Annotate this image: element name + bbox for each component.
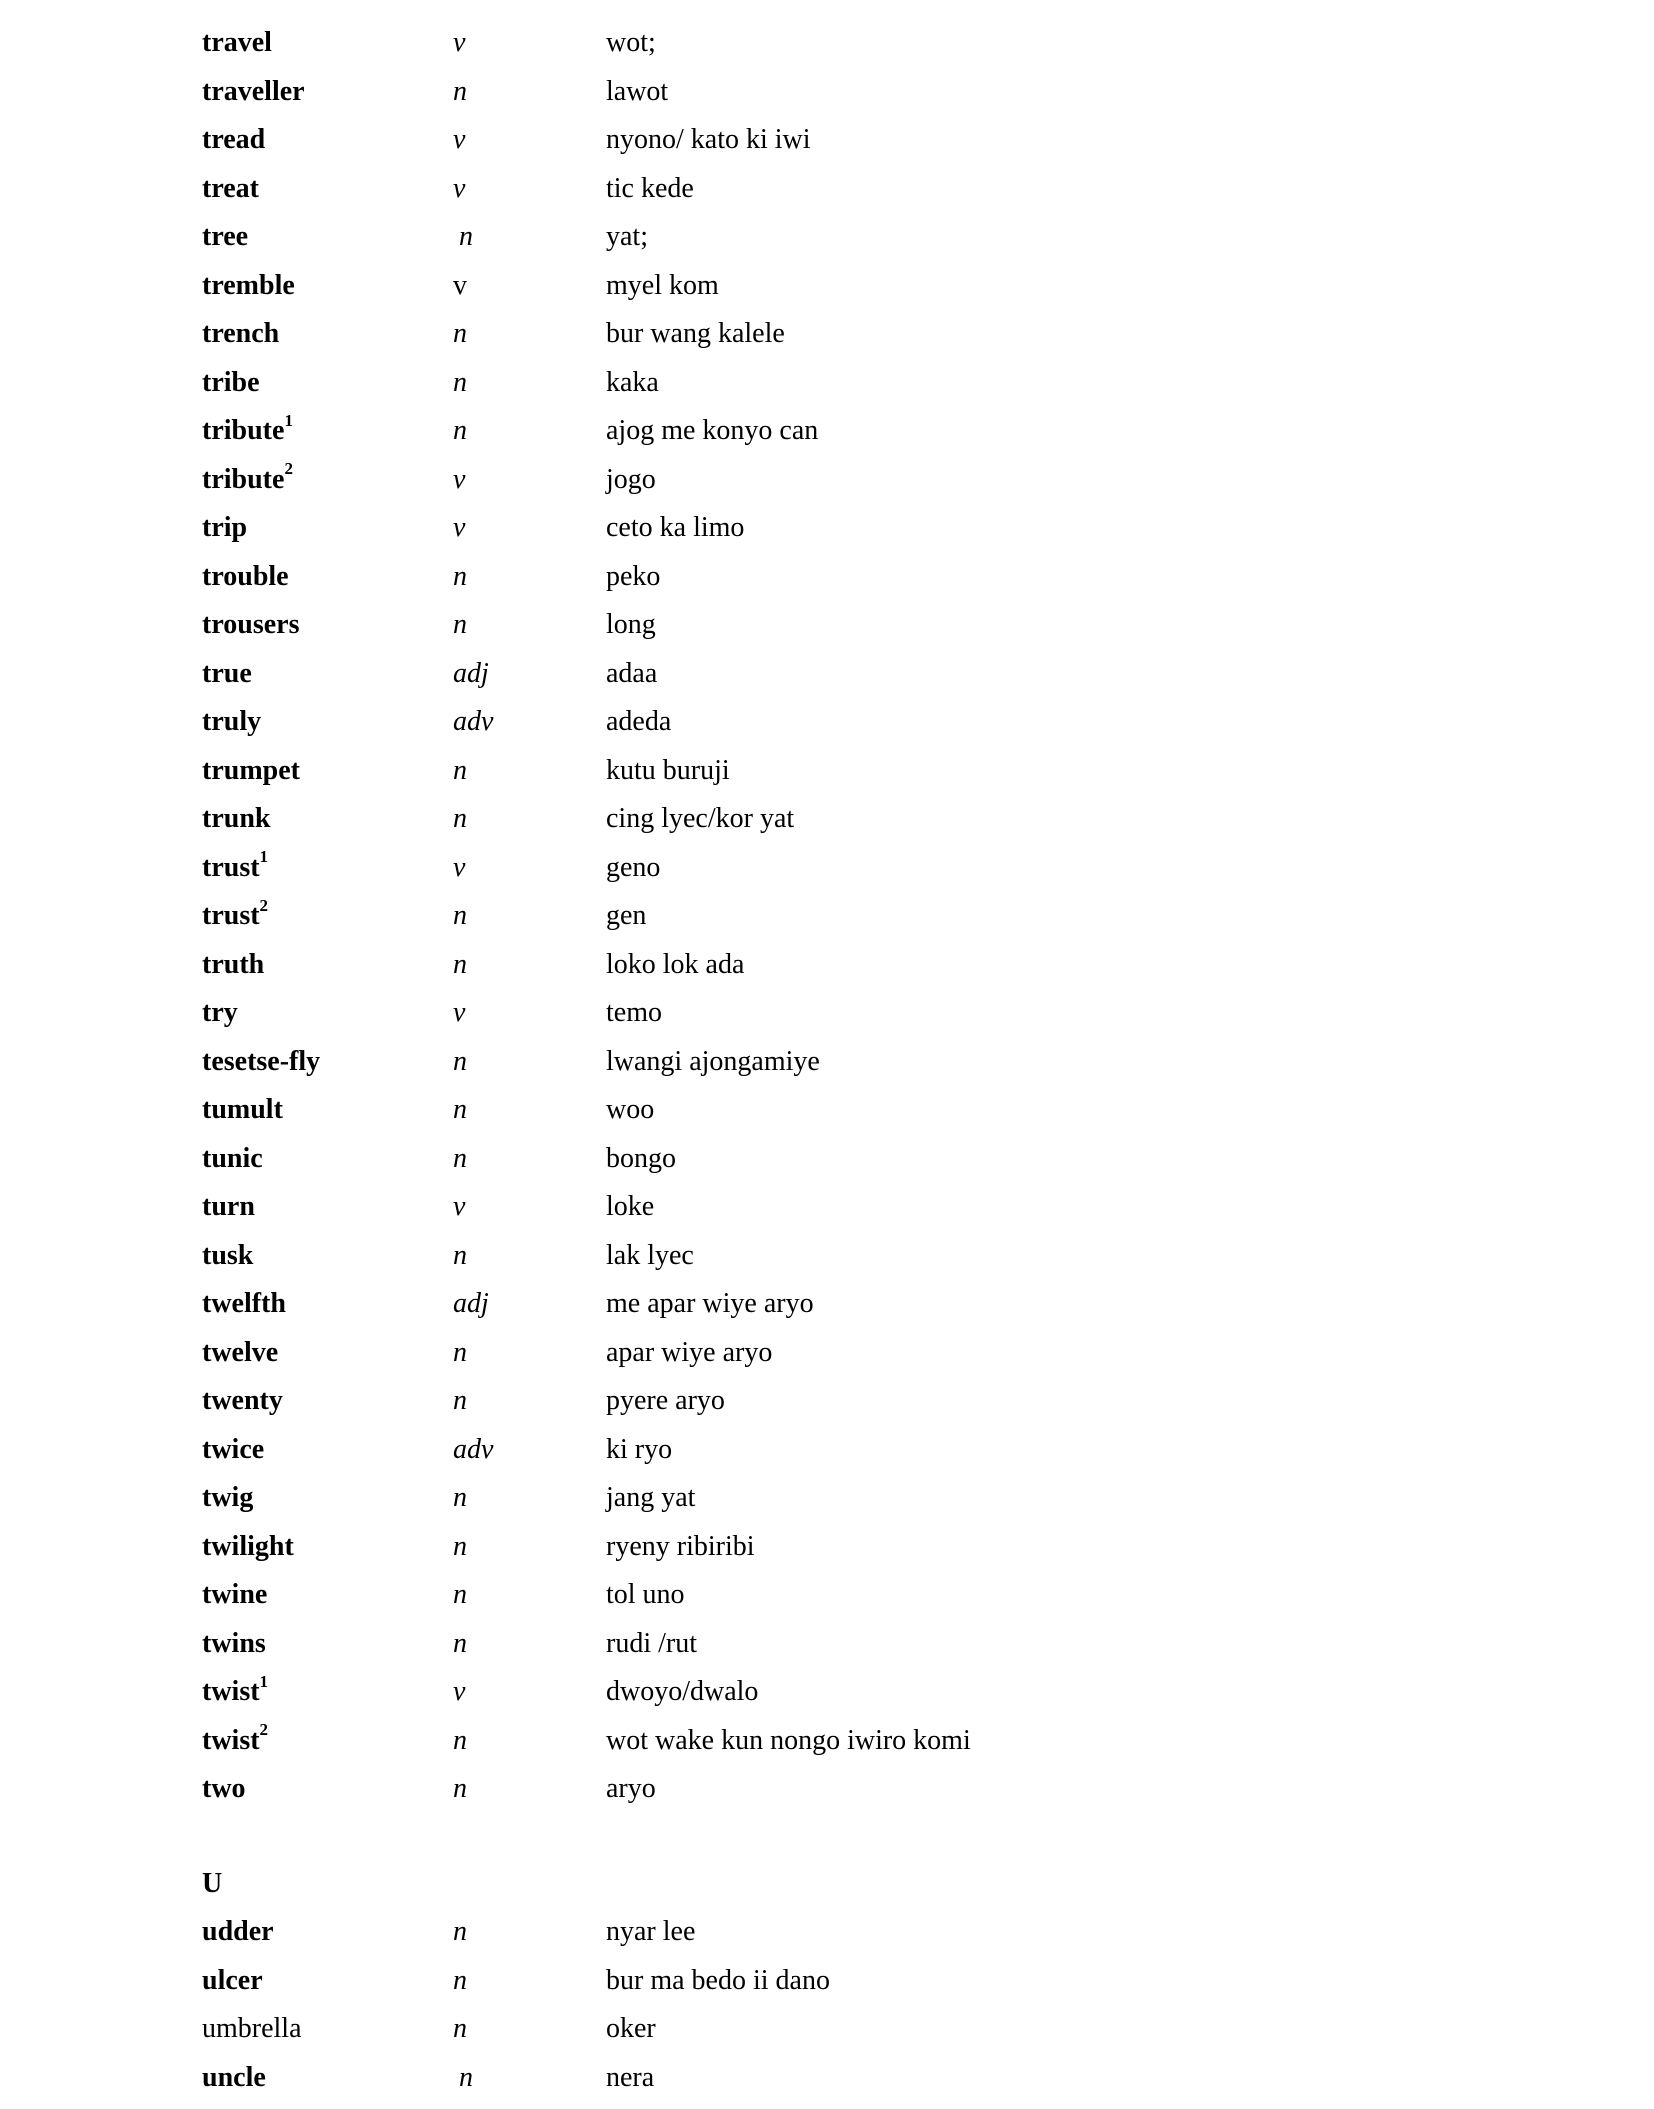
dictionary-entry bbox=[0, 1038, 1654, 1087]
entry-translation: yat; bbox=[606, 221, 648, 252]
entry-translation: woo bbox=[606, 1094, 655, 1125]
dictionary-entry bbox=[0, 1232, 1654, 1281]
entry-translation: ki ryo bbox=[606, 1433, 673, 1465]
entry-translation: long bbox=[606, 609, 656, 640]
entry-headword bbox=[202, 1620, 266, 1669]
entry-headword bbox=[202, 68, 305, 117]
dictionary-entry bbox=[0, 1908, 1654, 1957]
headword-text: ulcer bbox=[202, 1964, 263, 1996]
entry-headword bbox=[202, 19, 272, 68]
headword-text: twelve bbox=[202, 1336, 279, 1368]
dictionary-entry bbox=[0, 456, 1654, 505]
sense-number: 1 bbox=[259, 847, 269, 867]
dictionary-entry bbox=[0, 213, 1654, 262]
entry-headword bbox=[202, 1523, 294, 1572]
sense-number: 1 bbox=[259, 1671, 269, 1691]
entry-translation: pyere aryo bbox=[606, 1385, 725, 1416]
entry-translation: temo bbox=[606, 997, 662, 1028]
headword-text: twist bbox=[202, 1724, 260, 1756]
headword-text: trunk bbox=[202, 803, 271, 834]
entry-headword bbox=[202, 941, 264, 990]
part-of-speech: n bbox=[453, 415, 467, 446]
headword-text: twenty bbox=[202, 1385, 283, 1416]
entry-headword bbox=[202, 844, 268, 893]
entry-headword bbox=[202, 1571, 267, 1620]
dictionary-entry bbox=[0, 747, 1654, 796]
entry-translation: gen bbox=[606, 900, 647, 931]
part-of-speech: adj bbox=[453, 1288, 489, 1319]
part-of-speech: n bbox=[453, 1385, 467, 1416]
dictionary-entry bbox=[0, 1183, 1654, 1232]
headword-text: true bbox=[202, 657, 252, 689]
headword-text: tribe bbox=[202, 366, 260, 398]
entry-translation: apar wiye aryo bbox=[606, 1336, 773, 1368]
entry-headword bbox=[202, 1280, 286, 1329]
headword-text: tribute bbox=[202, 415, 285, 446]
part-of-speech: n bbox=[453, 560, 467, 592]
part-of-speech: v bbox=[453, 124, 466, 155]
dictionary-entry bbox=[0, 19, 1654, 68]
dictionary-entry bbox=[0, 2054, 1654, 2103]
headword-text: traveller bbox=[202, 75, 305, 107]
dictionary-entry bbox=[0, 68, 1654, 117]
part-of-speech: n bbox=[453, 366, 467, 398]
entry-translation: aryo bbox=[606, 1773, 656, 1804]
headword-text: tree bbox=[202, 221, 249, 252]
part-of-speech: adv bbox=[453, 706, 494, 737]
entry-translation: jogo bbox=[606, 463, 656, 495]
entry-translation: bongo bbox=[606, 1142, 676, 1174]
headword-text: trip bbox=[202, 512, 248, 543]
part-of-speech: v bbox=[453, 1191, 466, 1222]
part-of-speech: adj bbox=[453, 657, 489, 689]
entry-headword bbox=[202, 1668, 268, 1717]
headword-text: udder bbox=[202, 1916, 274, 1947]
entry-translation: jang yat bbox=[606, 1482, 696, 1513]
entry-headword bbox=[202, 456, 293, 505]
dictionary-entry bbox=[0, 262, 1654, 311]
entry-translation: wot wake kun nongo iwiro komi bbox=[606, 1724, 971, 1756]
entry-translation: nera bbox=[606, 2061, 655, 2093]
headword-text: twig bbox=[202, 1482, 254, 1513]
dictionary-entry bbox=[0, 1426, 1654, 1475]
part-of-speech: v bbox=[453, 997, 466, 1028]
sense-number: 2 bbox=[284, 459, 293, 479]
headword-text: trumpet bbox=[202, 754, 300, 786]
headword-text: turn bbox=[202, 1191, 255, 1222]
entry-headword bbox=[202, 1377, 283, 1426]
headword-text: tusk bbox=[202, 1239, 254, 1271]
entry-translation: geno bbox=[606, 851, 661, 883]
entry-translation: adaa bbox=[606, 657, 658, 689]
dictionary-entry bbox=[0, 844, 1654, 893]
headword-text: uncle bbox=[202, 2061, 266, 2093]
dictionary-entry bbox=[0, 1523, 1654, 1572]
headword-text: twist bbox=[202, 1676, 260, 1707]
headword-text: twins bbox=[202, 1627, 266, 1659]
headword-text: trouble bbox=[202, 560, 289, 592]
dictionary-entry bbox=[0, 989, 1654, 1038]
entry-translation: kutu buruji bbox=[606, 754, 730, 786]
headword-text: twine bbox=[202, 1579, 268, 1610]
dictionary-entry bbox=[0, 504, 1654, 553]
dictionary-entry bbox=[0, 1765, 1654, 1814]
dictionary-entry bbox=[0, 650, 1654, 699]
entry-headword bbox=[202, 553, 289, 602]
dictionary-entry bbox=[0, 116, 1654, 165]
entry-translation: myel kom bbox=[606, 269, 719, 301]
headword-text: tremble bbox=[202, 269, 295, 301]
headword-text: twelfth bbox=[202, 1288, 286, 1319]
entry-headword bbox=[202, 1426, 264, 1475]
part-of-speech: v bbox=[453, 851, 466, 883]
entry-translation: lawot bbox=[606, 75, 669, 107]
headword-text: tesetse-fly bbox=[202, 1045, 321, 1077]
entry-translation: ryeny ribiribi bbox=[606, 1530, 755, 1562]
section-heading-u: U bbox=[202, 1868, 223, 1899]
entry-headword bbox=[202, 407, 293, 456]
entry-headword bbox=[202, 1086, 283, 1135]
headword-text: travel bbox=[202, 27, 272, 58]
entry-translation: oker bbox=[606, 2013, 656, 2044]
entry-translation: lwangi ajongamiye bbox=[606, 1045, 820, 1077]
part-of-speech: n bbox=[453, 1239, 467, 1271]
part-of-speech: v bbox=[453, 269, 467, 301]
headword-text: umbrella bbox=[202, 2013, 302, 2044]
dictionary-entry bbox=[0, 795, 1654, 844]
dictionary-entry bbox=[0, 2005, 1654, 2054]
entry-headword bbox=[202, 1038, 320, 1087]
entry-headword bbox=[202, 1957, 263, 2006]
headword-text: tribute bbox=[202, 463, 285, 495]
dictionary-entry bbox=[0, 1135, 1654, 1184]
entry-headword bbox=[202, 1329, 278, 1378]
part-of-speech: n bbox=[453, 1094, 467, 1125]
entry-translation: nyar lee bbox=[606, 1916, 696, 1947]
part-of-speech: n bbox=[453, 754, 467, 786]
part-of-speech: n bbox=[453, 318, 467, 349]
part-of-speech: n bbox=[453, 803, 467, 834]
entry-headword bbox=[202, 698, 261, 747]
part-of-speech: v bbox=[453, 27, 466, 58]
headword-text: trousers bbox=[202, 609, 300, 640]
part-of-speech: n bbox=[459, 2061, 473, 2093]
headword-text: twice bbox=[202, 1433, 265, 1465]
entry-translation: adeda bbox=[606, 706, 672, 737]
headword-text: tunic bbox=[202, 1142, 263, 1174]
entry-headword bbox=[202, 1908, 274, 1957]
dictionary-entry bbox=[0, 1717, 1654, 1766]
dictionary-entry bbox=[0, 407, 1654, 456]
headword-text: trust bbox=[202, 851, 260, 883]
headword-text: trust bbox=[202, 900, 260, 931]
part-of-speech: n bbox=[453, 1482, 467, 1513]
part-of-speech: v bbox=[453, 1676, 466, 1707]
dictionary-entry bbox=[0, 359, 1654, 408]
sense-number: 1 bbox=[284, 410, 293, 430]
entry-headword bbox=[202, 2054, 266, 2103]
part-of-speech: n bbox=[459, 221, 473, 252]
headword-text: tread bbox=[202, 124, 266, 155]
entry-headword bbox=[202, 892, 268, 941]
dictionary-entry bbox=[0, 1474, 1654, 1523]
part-of-speech: n bbox=[453, 900, 467, 931]
headword-text: two bbox=[202, 1773, 246, 1804]
entry-headword bbox=[202, 1765, 246, 1814]
headword-text: truly bbox=[202, 706, 262, 737]
entry-headword bbox=[202, 116, 265, 165]
dictionary-entry bbox=[0, 1086, 1654, 1135]
part-of-speech: n bbox=[453, 1964, 467, 1996]
headword-text: twilight bbox=[202, 1530, 294, 1562]
entry-translation: tic kede bbox=[606, 172, 694, 204]
part-of-speech: n bbox=[453, 1627, 467, 1659]
headword-text: truth bbox=[202, 948, 265, 980]
dictionary-entry bbox=[0, 1329, 1654, 1378]
entry-headword bbox=[202, 989, 238, 1038]
part-of-speech: n bbox=[453, 1579, 467, 1610]
entry-headword bbox=[202, 213, 248, 262]
part-of-speech: n bbox=[453, 948, 467, 980]
entry-headword bbox=[202, 795, 270, 844]
part-of-speech: n bbox=[453, 1530, 467, 1562]
dictionary-entry bbox=[0, 941, 1654, 990]
dictionary-entry bbox=[0, 1957, 1654, 2006]
entry-headword bbox=[202, 1183, 255, 1232]
entry-translation: nyono/ kato ki iwi bbox=[606, 124, 811, 155]
dictionary-entry bbox=[0, 698, 1654, 747]
dictionary-entry bbox=[0, 601, 1654, 650]
entry-translation: dwoyo/dwalo bbox=[606, 1676, 759, 1707]
entry-translation: loko lok ada bbox=[606, 948, 745, 980]
entry-translation: wot; bbox=[606, 27, 656, 58]
entry-headword bbox=[202, 2005, 302, 2054]
entry-translation: me apar wiye aryo bbox=[606, 1288, 814, 1319]
entry-headword bbox=[202, 1474, 253, 1523]
part-of-speech: v bbox=[453, 172, 466, 204]
entry-translation: bur ma bedo ii dano bbox=[606, 1964, 830, 1996]
entry-headword bbox=[202, 359, 260, 408]
entry-translation: tol uno bbox=[606, 1579, 685, 1610]
sense-number: 2 bbox=[259, 1720, 269, 1740]
dictionary-entry bbox=[0, 310, 1654, 359]
entry-translation: rudi /rut bbox=[606, 1627, 697, 1659]
entry-translation: kaka bbox=[606, 366, 659, 398]
entry-translation: cing lyec/kor yat bbox=[606, 803, 795, 834]
entry-translation: lak lyec bbox=[606, 1239, 694, 1271]
dictionary-entry bbox=[0, 892, 1654, 941]
part-of-speech: n bbox=[453, 1045, 467, 1077]
dictionary-entry bbox=[0, 553, 1654, 602]
dictionary-entry bbox=[0, 1377, 1654, 1426]
entry-headword bbox=[202, 504, 247, 553]
entry-translation: ceto ka limo bbox=[606, 512, 745, 543]
part-of-speech: v bbox=[453, 463, 466, 495]
part-of-speech: n bbox=[453, 1773, 467, 1804]
dictionary-entry bbox=[0, 1280, 1654, 1329]
part-of-speech: n bbox=[453, 609, 467, 640]
entry-headword bbox=[202, 1135, 263, 1184]
entry-translation: peko bbox=[606, 560, 661, 592]
entry-headword bbox=[202, 650, 252, 699]
headword-text: trench bbox=[202, 318, 280, 349]
dictionary-entry bbox=[0, 1571, 1654, 1620]
part-of-speech: n bbox=[453, 2013, 467, 2044]
entry-headword bbox=[202, 1232, 253, 1281]
part-of-speech: adv bbox=[453, 1433, 494, 1465]
entry-headword bbox=[202, 601, 299, 650]
entry-headword bbox=[202, 165, 259, 214]
entry-headword bbox=[202, 262, 295, 311]
sense-number: 2 bbox=[259, 895, 269, 915]
part-of-speech: n bbox=[453, 1724, 467, 1756]
part-of-speech: n bbox=[453, 1336, 467, 1368]
part-of-speech: n bbox=[453, 75, 467, 107]
headword-text: tumult bbox=[202, 1094, 283, 1125]
entry-translation: bur wang kalele bbox=[606, 318, 785, 349]
part-of-speech: n bbox=[453, 1916, 467, 1947]
part-of-speech: v bbox=[453, 512, 466, 543]
headword-text: try bbox=[202, 997, 238, 1028]
dictionary-entry bbox=[0, 165, 1654, 214]
headword-text: treat bbox=[202, 172, 259, 204]
entry-headword bbox=[202, 310, 279, 359]
part-of-speech: n bbox=[453, 1142, 467, 1174]
entry-translation: ajog me konyo can bbox=[606, 415, 819, 446]
entry-headword bbox=[202, 747, 300, 796]
entry-headword bbox=[202, 1717, 268, 1766]
entry-translation: loke bbox=[606, 1191, 655, 1222]
dictionary-entry bbox=[0, 1620, 1654, 1669]
dictionary-entry bbox=[0, 1668, 1654, 1717]
